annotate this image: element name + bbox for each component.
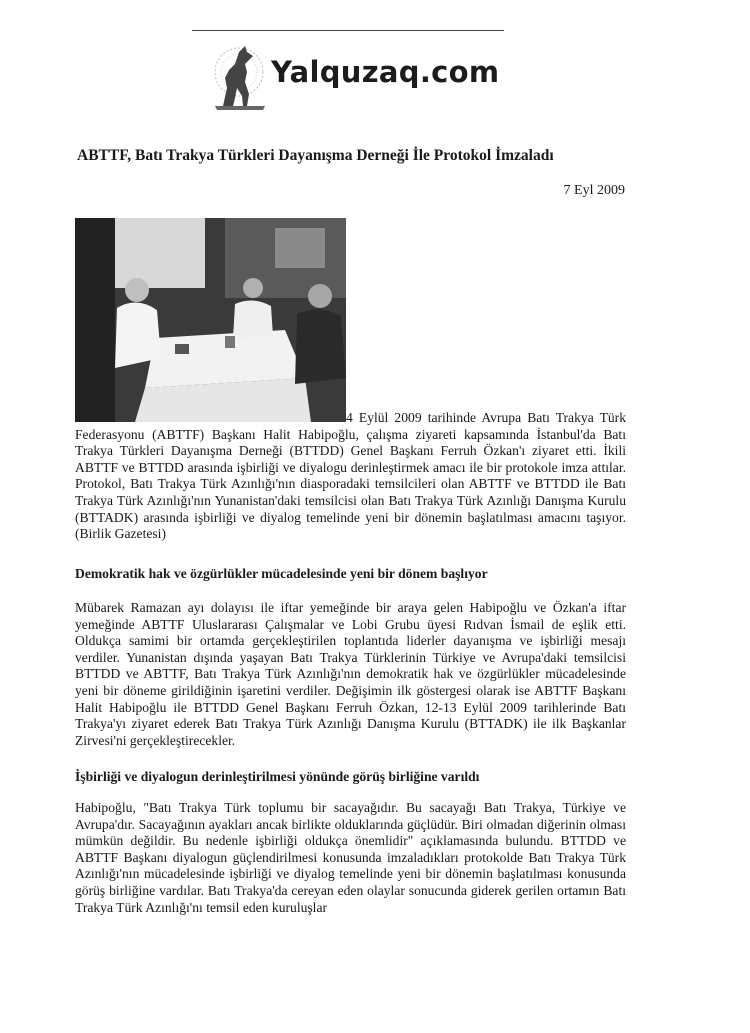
logo-text: Yalquzaq.com	[271, 55, 500, 89]
site-logo[interactable]	[207, 42, 512, 114]
article-paragraph-1: 4 Eylül 2009 tarihinde Avrupa Batı Trakya Türk Federasyonu (ABTTF) Başkanı Halit Habipoğlu, çalışma ziyareti kapsamında İstanbul'da Batı Trakya Türkleri Dayanışma Derneği (BTTDD) Genel Başkanı Ferruh Özkan'ı ziyaret etti. İkili ABTTF ve BTTDD arasında işbirliği ve diyalogu derinleştirmek amacı ile bir protokole imza attılar. Protokol, Batı Trakya Türk Azınlığı'nın diasporadaki temsilcileri olan ABTTF ve BTTDD ile Batı Trakya Türk Azınlığı'nın Yunanistan'daki temsilcisi olan Batı Trakya Türk Azınlığı Danışma Kurulu (BTTADK) arasında işbirliği ve diyalog temelinde yeni bir dönemin başlatılması amacını taşıyor. (Birlik Gazetesi)	[75, 410, 626, 542]
article-photo	[75, 218, 346, 422]
article-paragraph-2: Mübarek Ramazan ayı dolayısı ile iftar yemeğinde bir araya gelen Habipoğlu ve Özkan'a iftar yemeğinde ABTTF Uluslararası Çalışmalar ve Lobi Grubu üyesi Rıdvan İsmail de eşlik etti. Oldukça samimi bir ortamda gerçekleştirilen toplantıda liderler dayanışma ve işbirliği mesajı verdiler. Yunanistan dışında yaşayan Batı Trakya Türklerinin Türkiye ve Avrupa'daki temsilcisi BTTDD ve ABTTF, Batı Trakya Türk Azınlığı'nın demokratik hak ve özgürlükler mücadelesinde yeni bir döneme girildiğinin işaretini verdiler. Değişimin ilk göstergesi olarak ise ABTTF Başkanı Halit Habipoğlu ile BTTDD Genel Başkanı Ferruh Özkan, 12-13 Eylül 2009 tarihlerinde Batı Trakya'yı ziyaret ederek Batı Trakya Türk Azınlığı Danışma Kurulu (BTTADK) ile ilk Başkanlar Zirvesi'ni gerçekleştirecekler.	[75, 600, 626, 748]
header-rule	[192, 30, 504, 31]
section-heading-1: Demokratik hak ve özgürlükler mücadelesinde yeni bir dönem başlıyor	[75, 566, 488, 581]
section-heading-2: İşbirliği ve diyalogun derinleştirilmesi yönünde görüş birliğine varıldı	[75, 769, 480, 784]
article-date: 7 Eyl 2009	[563, 183, 625, 198]
meeting-photo-icon	[75, 218, 346, 422]
article-paragraph-3: Habipoğlu, "Batı Trakya Türk toplumu bir sacayağıdır. Bu sacayağı Batı Trakya, Türkiye ve Avrupa'dır. Sacayağının ayakları ancak birlikte olduklarında güçlüdür. Biri olmadan diğerinin olması mümkün değildir. Bu nedenle işbirliği oldukça önemlidir" açıklamasında bulundu. BTTDD ve ABTTF Başkanı diyalogun güçlendirilmesi konusunda imzaladıkları protokolde Batı Trakya Türk Azınlığı'nın mücadelesinde işbirliği ve diyalog temelinde yeni bir dönemin başlatılması konusunda görüş birliğine vardılar. Batı Trakya'da cereyan eden olaylar sonucunda giderek gerilen ortamın Batı Trakya Türk Azınlığı'nı temsil eden kuruluşlar	[75, 800, 626, 915]
article-title: ABTTF, Batı Trakya Türkleri Dayanışma Derneği İle Protokol İmzaladı	[77, 147, 554, 164]
wolf-logo-icon	[209, 42, 271, 114]
